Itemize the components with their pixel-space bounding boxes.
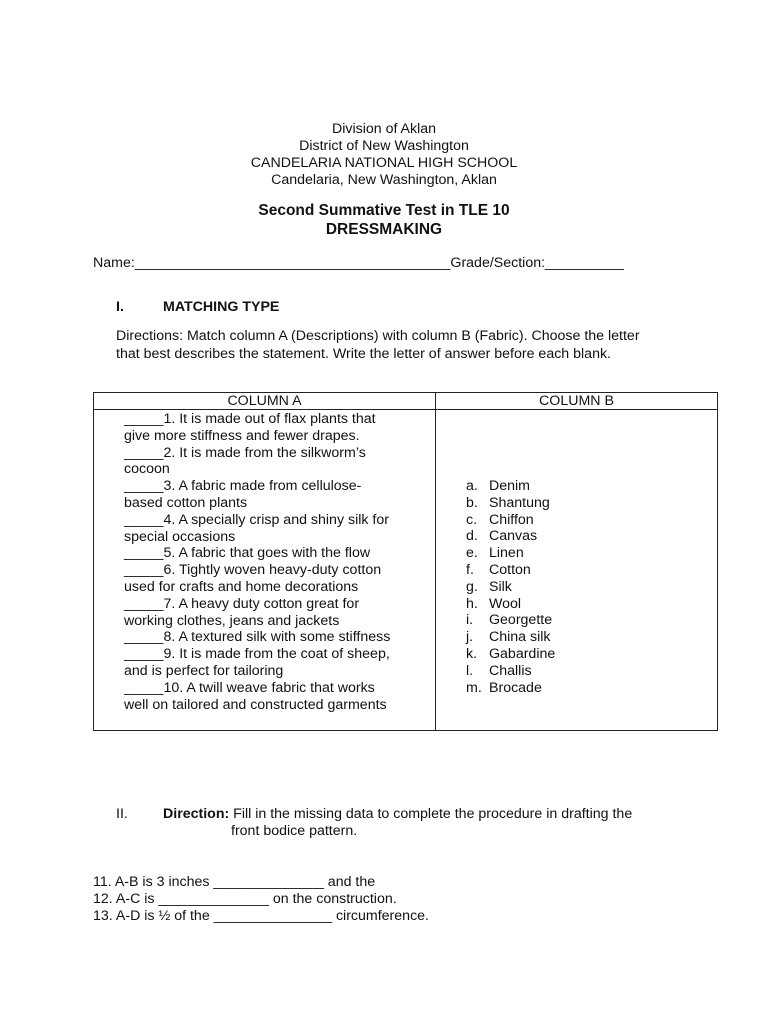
column-b-letter: k.	[466, 645, 478, 662]
column-b-fabric: Wool	[489, 595, 522, 612]
section2-label: Direction:	[163, 806, 230, 822]
section1-directions: Directions: Match column A (Descriptions) with column B (Fabric). Choose the letter that best describes the statement. Write the letter of answer before each blank.	[116, 328, 640, 362]
column-b-letter: f.	[466, 561, 474, 578]
column-b-letter: m.	[466, 679, 482, 696]
column-b-fabric: Silk	[489, 578, 512, 595]
section1-number: I.	[116, 299, 124, 315]
column-a-item: _____10. A twill weave fabric that works well on tailored and constructed garments	[124, 679, 387, 713]
column-b-fabric: China silk	[489, 629, 551, 646]
column-b-letter: g.	[466, 578, 478, 595]
column-b-letter: b.	[466, 494, 478, 511]
column-b-fabric: Challis	[489, 662, 532, 679]
column-b-item	[466, 579, 717, 596]
column-b-list	[436, 410, 718, 731]
column-a-item: _____1. It is made out of flax plants that give more stiffness and fewer drapes.	[124, 411, 376, 444]
test-title-line2: DRESSMAKING	[325, 221, 443, 238]
fill-in-item: 12. A-C is ______________ on the construction.	[93, 890, 397, 907]
column-b-item	[466, 512, 717, 529]
test-title	[0, 201, 768, 239]
division-text: Division of Aklan	[331, 121, 437, 137]
column-b-letter: i.	[466, 612, 474, 629]
column-a-item: _____6. Tightly woven heavy-duty cotton used for crafts and home decorations	[124, 562, 382, 595]
column-b-letter: e.	[466, 545, 478, 562]
column-b-item	[466, 596, 717, 613]
column-a-item: _____2. It is made from the silkworm’s cocoon	[124, 444, 366, 478]
school-header	[0, 121, 768, 189]
column-b-item	[466, 646, 717, 663]
column-a-item: _____7. A heavy duty cotton great for working clothes, jeans and jackets	[124, 595, 360, 629]
column-b-letter: c.	[466, 511, 478, 528]
column-b-header: COLUMN B	[436, 393, 718, 410]
column-b-fabric: Denim	[489, 478, 530, 494]
column-b-item	[466, 663, 717, 680]
column-a-list	[94, 410, 436, 731]
column-b-item	[466, 495, 717, 512]
section2-directions	[116, 806, 632, 840]
column-b-letter: l.	[466, 662, 474, 679]
column-a-item: _____4. A specially crisp and shiny silk for special occasions	[124, 511, 389, 545]
school-name: CANDELARIA NATIONAL HIGH SCHOOL	[250, 155, 518, 171]
section2-continuation: front bodice pattern.	[231, 823, 358, 839]
column-b-fabric: Linen	[489, 545, 524, 562]
column-b-item	[466, 478, 717, 495]
column-a-item: _____5. A fabric that goes with the flow	[124, 545, 371, 562]
column-b-item	[466, 680, 717, 697]
matching-table	[93, 392, 718, 731]
column-b-fabric: Chiffon	[489, 511, 534, 528]
test-title-line1: Second Summative Test in TLE 10	[258, 202, 510, 219]
column-b-fabric: Shantung	[489, 494, 550, 511]
name-grade-line: Name:________________________________________Grade/Section:__________	[93, 255, 624, 271]
district-text: District of New Washington	[299, 138, 469, 154]
section2-text: Fill in the missing data to complete the procedure in drafting the	[229, 806, 633, 822]
column-a-item: _____9. It is made from the coat of sheep, and is perfect for tailoring	[124, 646, 390, 679]
column-b-item	[466, 562, 717, 579]
column-a-header: COLUMN A	[94, 393, 436, 410]
column-b-item	[466, 612, 717, 629]
school-address: Candelaria, New Washington, Aklan	[271, 172, 497, 188]
column-b-letter: h.	[466, 595, 478, 612]
column-b-fabric: Canvas	[489, 528, 538, 545]
section1-heading	[116, 299, 279, 316]
section2-line1	[116, 806, 632, 823]
column-b-item	[466, 528, 717, 545]
column-a-item: _____8. A textured silk with some stiffness	[124, 629, 391, 646]
column-b-fabric: Brocade	[489, 679, 542, 696]
column-b-letter: d.	[466, 528, 478, 545]
section2-number: II.	[116, 806, 128, 822]
column-b-fabric: Georgette	[489, 612, 553, 629]
column-b-fabric: Gabardine	[489, 645, 556, 662]
section1-title: MATCHING TYPE	[163, 299, 280, 315]
column-b-letter: a.	[466, 478, 478, 494]
column-b-item	[466, 629, 717, 646]
fill-in-item: 13. A-D is ½ of the _______________ circumference.	[93, 907, 429, 924]
column-b-letter: j.	[466, 629, 474, 646]
column-a-item: _____3. A fabric made from cellulose-based cotton plants	[124, 478, 362, 511]
column-b-fabric: Cotton	[489, 561, 531, 578]
fill-in-items	[93, 874, 429, 924]
fill-in-item: 11. A-B is 3 inches ______________ and the	[93, 874, 376, 890]
column-b-item	[466, 545, 717, 562]
